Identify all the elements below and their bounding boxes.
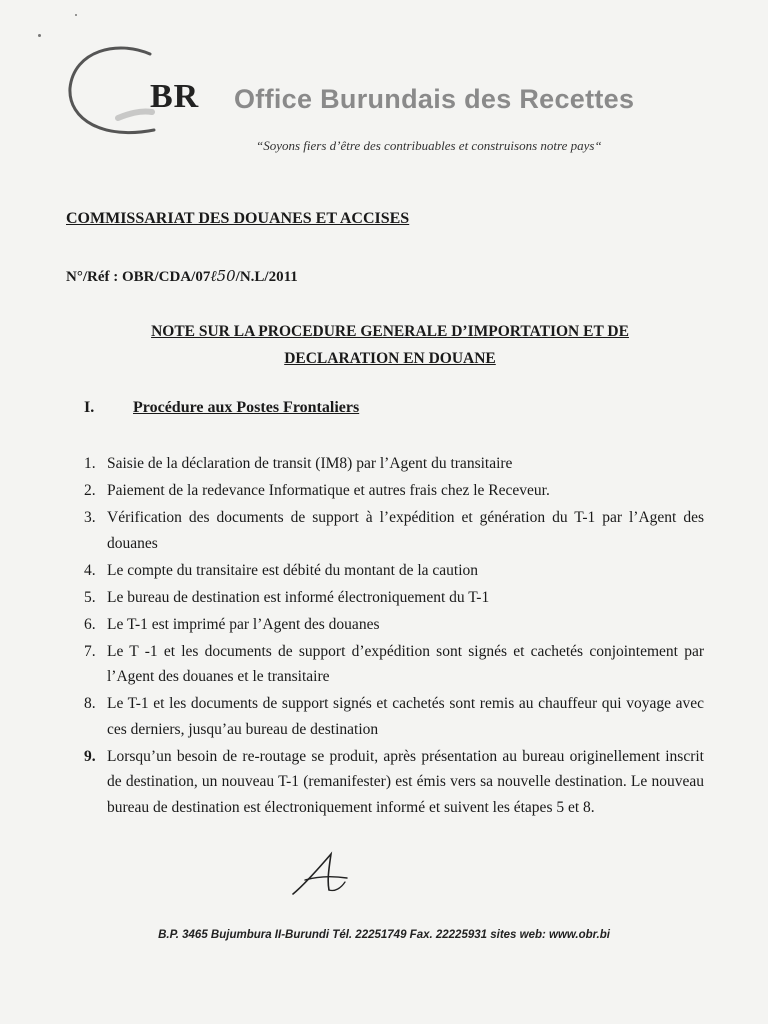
list-item bbox=[84, 744, 704, 821]
title-line-2: DECLARATION EN DOUANE bbox=[284, 350, 496, 367]
title-line-1: NOTE SUR LA PROCEDURE GENERALE D’IMPORTATION ET DE bbox=[151, 323, 629, 340]
step-number: 7. bbox=[84, 642, 96, 660]
step-text: Vérification des documents de support à l’expédition et génération du T-1 par l’Agent des douanes bbox=[107, 509, 704, 552]
footer-contact: B.P. 3465 Bujumbura II-Burundi Tél. 22251749 Fax. 22225931 sites web: www.obr.bi bbox=[158, 929, 610, 941]
list-item bbox=[84, 451, 704, 477]
signature-icon bbox=[285, 850, 355, 900]
logo-text: BR bbox=[150, 78, 200, 115]
step-number: 4. bbox=[84, 561, 96, 579]
reference-suffix: /N.L/2011 bbox=[235, 269, 298, 285]
step-number: 3. bbox=[84, 509, 96, 526]
section-title: Procédure aux Postes Frontaliers bbox=[133, 399, 360, 416]
section-number: I. bbox=[84, 399, 95, 416]
step-text: Le bureau de destination est informé électroniquement du T-1 bbox=[107, 588, 490, 606]
list-item bbox=[84, 585, 704, 611]
document-title bbox=[90, 318, 690, 372]
step-text: Lorsqu’un besoin de re-routage se produit, après présentation au bureau originellement inscrit de destination, un nouveau T-1 (remanifester) est émis vers sa nouvelle destination. Le nouveau bureau de destination est électroniquement informé et suivent les étapes 5 et 8. bbox=[107, 747, 704, 816]
step-number: 5. bbox=[84, 588, 96, 606]
list-item bbox=[84, 558, 704, 584]
reference-handwritten: ℓ50 bbox=[210, 267, 236, 285]
list-item bbox=[84, 478, 704, 504]
list-item bbox=[84, 612, 704, 638]
scan-speck bbox=[38, 34, 41, 37]
step-number: 1. bbox=[84, 455, 96, 472]
procedure-steps bbox=[84, 451, 704, 822]
step-number: 8. bbox=[84, 695, 96, 712]
step-number: 6. bbox=[84, 615, 96, 633]
step-text: Saisie de la déclaration de transit (IM8) par l’Agent du transitaire bbox=[107, 455, 513, 472]
step-text: Le compte du transitaire est débité du montant de la caution bbox=[107, 561, 479, 579]
organization-name: Office Burundais des Recettes bbox=[234, 84, 635, 114]
step-number: 9. bbox=[84, 747, 96, 765]
step-text: Le T-1 et les documents de support signés et cachetés sont remis au chauffeur qui voyage avec ces derniers, jusqu’au bureau de destination bbox=[107, 695, 704, 738]
step-text: Le T -1 et les documents de support d’expédition sont signés et cachetés conjointement par l’Agent des douanes et le transitaire bbox=[107, 642, 704, 685]
scan-speck bbox=[75, 14, 77, 16]
list-item bbox=[84, 691, 704, 742]
step-text: Paiement de la redevance Informatique et autres frais chez le Receveur. bbox=[107, 482, 550, 499]
reference-prefix: N°/Réf : OBR/CDA/07 bbox=[66, 269, 211, 285]
list-item bbox=[84, 639, 704, 690]
step-number: 2. bbox=[84, 482, 96, 499]
step-text: Le T-1 est imprimé par l’Agent des douanes bbox=[107, 615, 380, 633]
list-item bbox=[84, 505, 704, 556]
department-heading: COMMISSARIAT DES DOUANES ET ACCISES bbox=[66, 210, 410, 227]
reference-number bbox=[66, 267, 298, 286]
motto: “Soyons fiers d’être des contribuables et construisons notre pays“ bbox=[256, 138, 602, 153]
